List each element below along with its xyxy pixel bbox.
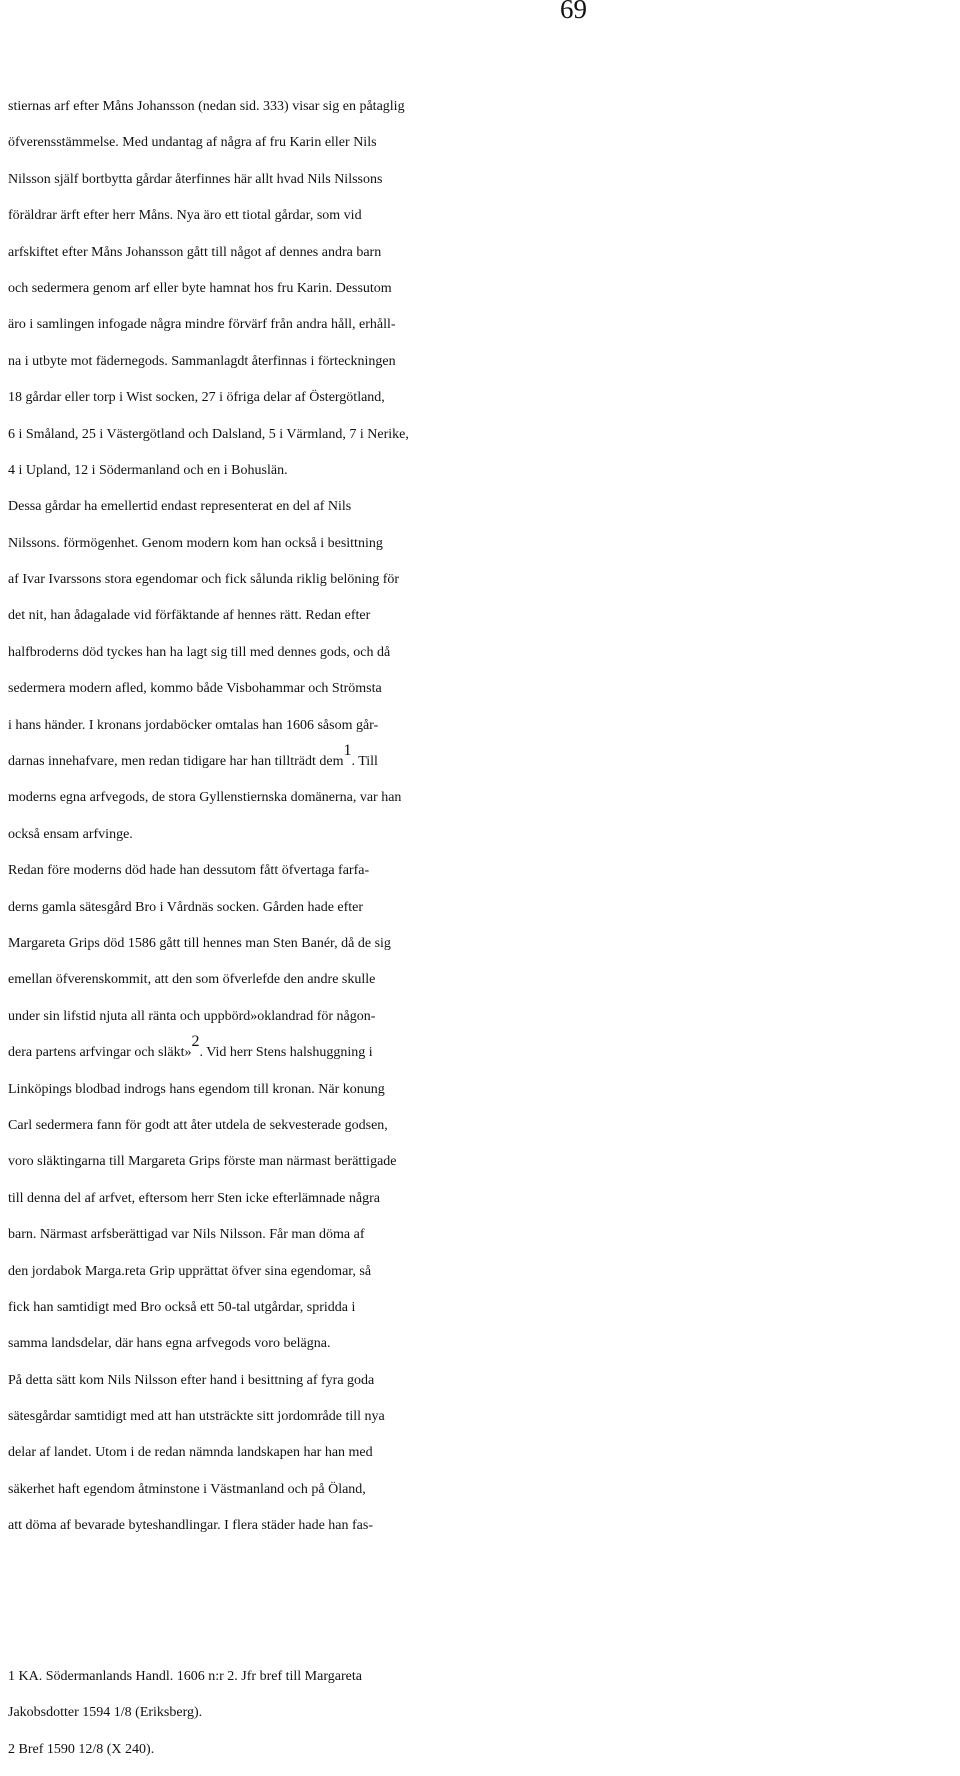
footnotes: [8, 1659, 960, 1768]
text-line: [8, 1144, 960, 1180]
text-line: [8, 89, 960, 125]
text-line: [8, 1181, 960, 1217]
text-line-text: derns gamla sätesgård Bro i Vårdnäs socken. Gården hade efter: [8, 899, 364, 915]
text-line: [8, 1435, 960, 1471]
text-line: [8, 1217, 960, 1253]
text-line: [8, 817, 960, 853]
text-line: [8, 417, 960, 453]
text-line: [8, 635, 960, 671]
text-line: [8, 198, 960, 234]
text-line-text: Linköpings blodbad indrogs hans egendom till kronan. När konung: [8, 1081, 385, 1097]
text-line-text: säkerhet haft egendom åtminstone i Västmanland och på Öland,: [8, 1481, 366, 1497]
text-line-text: halfbroderns död tyckes han ha lagt sig till med dennes gods, och då: [8, 644, 391, 660]
text-line-text: stiernas arf efter Måns Johansson (nedan sid. 333) visar sig en påtaglig: [8, 99, 405, 114]
text-line: [8, 598, 960, 634]
text-line-text: delar af landet. Utom i de redan nämnda landskapen har han med: [8, 1445, 373, 1461]
text-line-text: i hans händer. I kronans jordaböcker omtalas han 1606 såsom går-: [8, 717, 379, 733]
text-line-text: dera partens arfvingar och släkt»: [8, 1045, 192, 1061]
text-line: [8, 853, 960, 889]
text-line-text: darnas innehafvare, men redan tidigare har han tillträdt dem: [8, 754, 344, 770]
text-line-text: Margareta Grips död 1586 gått till hennes man Sten Banér, då de sig: [8, 935, 391, 951]
text-line-text: öfverensstämmelse. Med undantag af några af fru Karin eller Nils: [8, 135, 377, 151]
text-line-text: det nit, han ådagalade vid förfäktande af hennes rätt. Redan efter: [8, 608, 371, 624]
text-line-text: föräldrar ärft efter herr Måns. Nya äro ett tiotal gårdar, som vid: [8, 208, 362, 224]
text-line-text: barn. Närmast arfsberättigad var Nils Nilsson. Får man döma af: [8, 1227, 365, 1243]
text-line-text: emellan öfverenskommit, att den som öfverlefde den andre skulle: [8, 972, 376, 988]
text-line: [8, 1290, 960, 1326]
text-line: [8, 162, 960, 198]
text-line-text: Nilsson själf bortbytta gårdar återfinnes här allt hvad Nils Nilssons: [8, 171, 383, 187]
text-line: [8, 1472, 960, 1508]
text-line-text: na i utbyte mot fädernegods. Sammanlagdt återfinnas i förteckningen: [8, 353, 396, 369]
body-text: [8, 89, 960, 1545]
text-line-text: arfskiftet efter Måns Johansson gått till något af dennes andra barn: [8, 244, 382, 260]
text-line: [8, 1399, 960, 1435]
text-line-text: och sedermera genom arf eller byte hamnat hos fru Karin. Dessutom: [8, 280, 392, 296]
text-line-text: 6 i Småland, 25 i Västergötland och Dalsland, 5 i Värmland, 7 i Nerike,: [8, 426, 409, 442]
text-line-text: af Ivar Ivarssons stora egendomar och fick sålunda riklig belöning för: [8, 572, 400, 588]
text-line-text: att döma af bevarade byteshandlingar. I flera städer hade han fas-: [8, 1518, 373, 1534]
text-line: [8, 1326, 960, 1362]
page-number: 69: [560, 0, 587, 24]
text-line-text: sätesgårdar samtidigt med att han utsträckte sitt jordområde till nya: [8, 1409, 385, 1425]
footnote-marker: 1: [343, 742, 352, 760]
text-line: [8, 1363, 960, 1399]
text-line: [8, 999, 960, 1035]
text-line-text: 18 gårdar eller torp i Wist socken, 27 i öfriga delar af Östergötland,: [8, 390, 385, 406]
footnote-line: [8, 1659, 960, 1695]
text-line: [8, 962, 960, 998]
text-line-text: 4 i Upland, 12 i Södermanland och en i Bohuslän.: [8, 462, 288, 478]
footnote-line-text: 2 Bref 1590 12/8 (X 240).: [8, 1741, 155, 1757]
text-line: [8, 1108, 960, 1144]
text-line: [8, 926, 960, 962]
text-line: [8, 562, 960, 598]
text-line: [8, 708, 960, 744]
text-line: [8, 526, 960, 562]
footnote-marker: 2: [191, 1033, 200, 1051]
text-line: [8, 235, 960, 271]
text-line-text: Redan före moderns död hade han dessutom fått öfvertaga farfa-: [8, 863, 370, 879]
text-line-text: Nilssons. förmögenhet. Genom modern kom han också i besittning: [8, 535, 383, 551]
text-line-text: äro i samlingen infogade några mindre förvärf från andra håll, erhåll-: [8, 317, 396, 333]
footnote-line-text: 1 KA. Södermanlands Handl. 1606 n:r 2. Jfr bref till Margareta: [8, 1669, 362, 1684]
text-line-text: under sin lifstid njuta all ränta och uppbörd»oklandrad för någon-: [8, 1008, 376, 1024]
text-line-text-continued: . Till: [351, 754, 378, 770]
text-line: [8, 307, 960, 343]
text-line-text: moderns egna arfvegods, de stora Gyllenstiernska domänerna, var han: [8, 790, 402, 806]
footnote-line-text: Jakobsdotter 1594 1/8 (Eriksberg).: [8, 1705, 203, 1721]
text-line: [8, 453, 960, 489]
text-line: [8, 890, 960, 926]
text-line: [8, 380, 960, 416]
text-line: [8, 489, 960, 525]
text-line-text: voro släktingarna till Margareta Grips förste man närmast berättigade: [8, 1154, 397, 1170]
text-line: [8, 1072, 960, 1108]
text-line: [8, 744, 960, 780]
text-line-text: fick han samtidigt med Bro också ett 50-tal utgårdar, spridda i: [8, 1299, 356, 1315]
text-line: [8, 125, 960, 161]
text-line-text: den jordabok Marga.reta Grip upprättat öfver sina egendomar, så: [8, 1263, 372, 1279]
text-line: [8, 1035, 960, 1071]
text-line: [8, 1254, 960, 1290]
text-line: [8, 1508, 960, 1544]
text-line-text-continued: . Vid herr Stens halshuggning i: [199, 1045, 373, 1061]
text-line-text: till denna del af arfvet, eftersom herr Sten icke efterlämnade några: [8, 1190, 380, 1206]
footnote-line: [8, 1732, 960, 1768]
text-line: [8, 780, 960, 816]
text-line-text: Dessa gårdar ha emellertid endast representerat en del af Nils: [8, 499, 352, 515]
text-line-text: också ensam arfvinge.: [8, 826, 133, 842]
text-line: [8, 671, 960, 707]
text-line-text: Carl sedermera fann för godt att åter utdela de sekvesterade godsen,: [8, 1117, 388, 1133]
text-line: [8, 344, 960, 380]
text-line-text: På detta sätt kom Nils Nilsson efter hand i besittning af fyra goda: [8, 1372, 375, 1388]
footnote-line: [8, 1695, 960, 1731]
text-line-text: sedermera modern afled, kommo både Visbohammar och Strömsta: [8, 681, 382, 697]
text-line-text: samma landsdelar, där hans egna arfvegods voro belägna.: [8, 1336, 331, 1352]
text-line: [8, 271, 960, 307]
